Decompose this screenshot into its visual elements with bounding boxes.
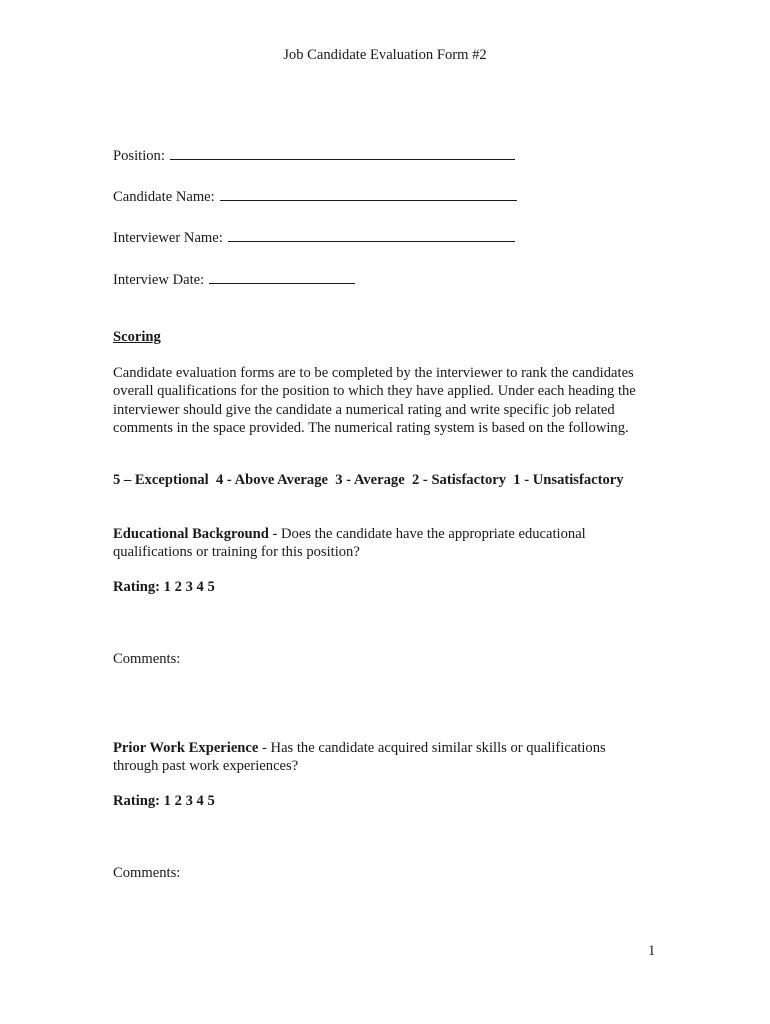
prior-work-experience-comments: Comments: bbox=[113, 865, 181, 881]
page-number: 1 bbox=[648, 943, 656, 959]
interview-date-field bbox=[113, 271, 355, 289]
educational-background-rating: Rating: 1 2 3 4 5 bbox=[113, 579, 215, 595]
candidate-name-label: Candidate Name: bbox=[113, 189, 215, 205]
scoring-line: overall qualifications for the position to which they have applied. Under each heading the bbox=[113, 383, 636, 400]
prior-work-experience-question bbox=[113, 739, 673, 776]
section-question: - Has the candidate acquired similar skills or qualifications bbox=[258, 740, 606, 756]
position-field bbox=[113, 147, 515, 165]
interviewer-name-field bbox=[113, 229, 515, 247]
scoring-line: Candidate evaluation forms are to be completed by the interviewer to rank the candidates bbox=[113, 365, 634, 381]
form-title: Job Candidate Evaluation Form #2 bbox=[283, 47, 487, 63]
scoring-heading: Scoring bbox=[113, 329, 161, 345]
educational-background-question bbox=[113, 525, 673, 562]
prior-work-experience-rating: Rating: 1 2 3 4 5 bbox=[113, 793, 215, 809]
scoring-line: interviewer should give the candidate a numerical rating and write specific job related bbox=[113, 401, 615, 418]
candidate-name-field bbox=[113, 188, 517, 206]
position-label: Position: bbox=[113, 148, 165, 164]
interview-date-label: Interview Date: bbox=[113, 272, 205, 288]
section-question: - Does the candidate have the appropriate educational bbox=[268, 526, 586, 542]
interview-date-blank[interactable] bbox=[209, 271, 355, 284]
section-heading: Prior Work Experience bbox=[113, 740, 259, 756]
interviewer-name-blank[interactable] bbox=[228, 229, 515, 242]
candidate-name-blank[interactable] bbox=[220, 188, 517, 201]
interviewer-name-label: Interviewer Name: bbox=[113, 230, 223, 246]
section-question: through past work experiences? bbox=[113, 758, 299, 775]
section-question: qualifications or training for this position? bbox=[113, 544, 360, 561]
scoring-description bbox=[113, 364, 673, 437]
section-heading: Educational Background bbox=[113, 526, 269, 542]
position-blank[interactable] bbox=[170, 147, 515, 160]
educational-background-comments: Comments: bbox=[113, 651, 181, 667]
scoring-line: comments in the space provided. The numerical rating system is based on the following. bbox=[113, 419, 629, 436]
rating-scale: 5 – Exceptional 4 - Above Average 3 - Average 2 - Satisfactory 1 - Unsatisfactory bbox=[113, 472, 624, 488]
